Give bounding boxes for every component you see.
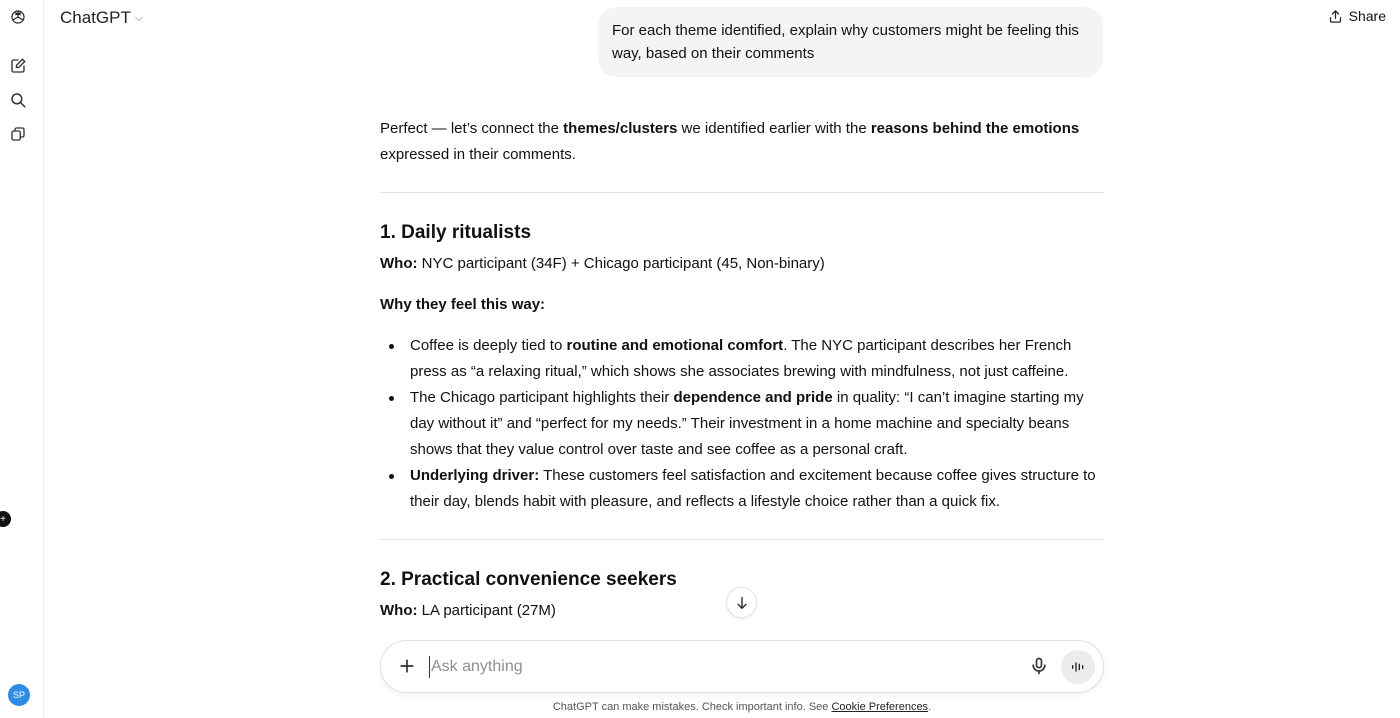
floating-plus-icon[interactable]: +: [0, 511, 11, 527]
library-icon[interactable]: [9, 125, 27, 143]
share-icon: [1328, 9, 1343, 24]
plus-icon[interactable]: [397, 656, 417, 676]
divider: [380, 539, 1104, 540]
waveform-icon: [1070, 659, 1086, 675]
assistant-response: [380, 116, 1104, 624]
share-button[interactable]: [1328, 8, 1386, 24]
new-chat-icon[interactable]: [9, 57, 27, 75]
composer: [380, 640, 1104, 693]
who-line: Who: LA participant (27M): [380, 602, 556, 619]
share-label: Share: [1348, 8, 1386, 24]
disclaimer: ChatGPT can make mistakes. Check important info. See Cookie Preferences.: [552, 701, 932, 713]
user-message: For each theme identified, explain why customers might be feeling this way, based on their comments: [598, 7, 1103, 77]
sidebar-rail: [0, 0, 44, 718]
response-intro: Perfect — let’s connect the themes/clusters we identified earlier with the reasons behind the emotions expressed in their comments.: [380, 120, 1080, 163]
chevron-down-icon: ⌵: [134, 11, 144, 24]
section-heading: 2. Practical convenience seekers: [380, 569, 677, 590]
text-caret: [429, 656, 430, 678]
model-name: ChatGPT: [60, 8, 131, 27]
divider: [380, 192, 1104, 193]
section-heading: 1. Daily ritualists: [380, 222, 532, 243]
why-heading: Why they feel this way:: [380, 296, 546, 313]
who-line: Who: NYC participant (34F) + Chicago participant (45, Non-binary): [380, 255, 825, 272]
cookie-preferences-link[interactable]: Cookie Preferences: [831, 701, 929, 713]
search-icon[interactable]: [9, 91, 27, 109]
microphone-icon[interactable]: [1029, 656, 1049, 676]
bullet-list: [380, 333, 1104, 515]
list-item: Underlying driver: These customers feel satisfaction and excitement because coffee gives structure to their day, blends habit with pleasure, and reflects a lifestyle choice rather than a quick fix.: [410, 463, 1104, 515]
avatar[interactable]: SP: [8, 684, 30, 706]
voice-mode-button[interactable]: [1061, 650, 1095, 684]
list-item: The Chicago participant highlights their dependence and pride in quality: “I can’t imagine starting my day without it” and “perfect for my needs.” Their investment in a home machine and specialty beans shows that they value control over taste and see coffee as a personal craft.: [410, 385, 1104, 463]
arrow-down-icon: [734, 595, 750, 611]
openai-logo-icon[interactable]: [9, 8, 27, 26]
list-item: Coffee is deeply tied to routine and emotional comfort. The NYC participant describes her French press as “a relaxing ritual,” which shows she associates brewing with mindfulness, not just caffeine.: [410, 333, 1104, 385]
scroll-down-button[interactable]: [726, 587, 757, 618]
model-selector[interactable]: [60, 8, 143, 28]
prompt-input[interactable]: [431, 653, 991, 681]
